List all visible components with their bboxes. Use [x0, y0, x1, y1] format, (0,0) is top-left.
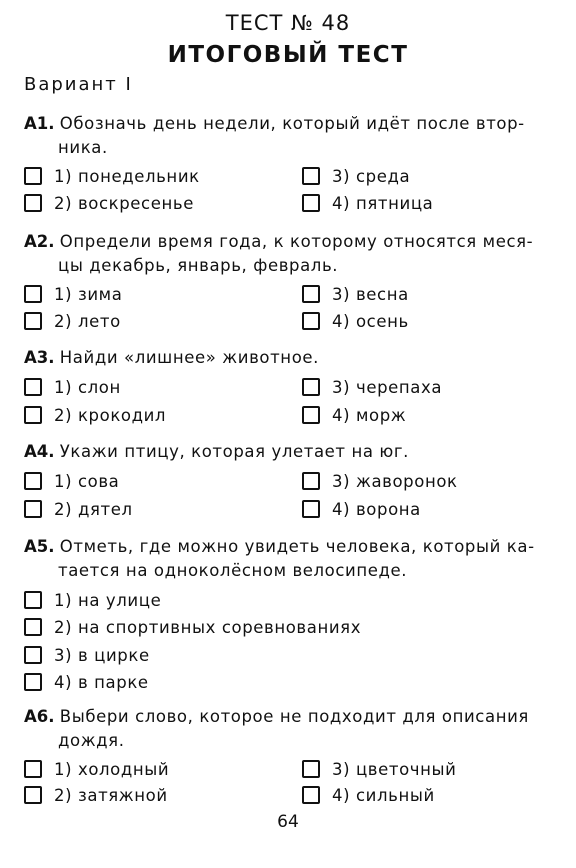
option-label: 3) в цирке	[54, 645, 150, 665]
answer-option-a6-4[interactable]	[302, 783, 435, 807]
answer-option-a5-4[interactable]	[24, 670, 149, 694]
answer-option-a6-3[interactable]	[302, 757, 456, 781]
checkbox[interactable]	[302, 378, 320, 396]
checkbox[interactable]	[24, 618, 42, 636]
option-label: 4) сильный	[332, 785, 435, 805]
option-label: 2) воскресенье	[54, 193, 194, 213]
option-label: 1) зима	[54, 284, 123, 304]
checkbox[interactable]	[24, 760, 42, 778]
checkbox[interactable]	[24, 472, 42, 490]
option-label: 2) лето	[54, 311, 121, 331]
question-number: А3.	[24, 348, 55, 367]
question-a2	[24, 230, 556, 278]
question-text-cont: ника.	[58, 138, 108, 157]
question-text: Найди «лишнее» животное.	[59, 348, 319, 367]
checkbox[interactable]	[302, 760, 320, 778]
question-text: Укажи птицу, которая улетает на юг.	[59, 442, 410, 461]
checkbox[interactable]	[302, 167, 320, 185]
answer-option-a1-4[interactable]	[302, 191, 433, 215]
option-label: 1) понедельник	[54, 166, 200, 186]
question-text: Выбери слово, которое не подходит для описания	[59, 707, 529, 726]
question-text: Обозначь день недели, который идёт после втор-	[59, 114, 525, 133]
checkbox[interactable]	[24, 591, 42, 609]
answer-option-a2-3[interactable]	[302, 282, 409, 306]
answer-option-a2-1[interactable]	[24, 282, 122, 306]
answer-option-a2-2[interactable]	[24, 309, 121, 333]
option-label: 1) на улице	[54, 590, 162, 610]
answer-option-a4-2[interactable]	[24, 497, 133, 521]
checkbox[interactable]	[302, 406, 320, 424]
question-text-cont: дождя.	[58, 731, 125, 750]
checkbox[interactable]	[24, 167, 42, 185]
option-label: 2) на спортивных соревнованиях	[54, 617, 362, 637]
answer-option-a1-1[interactable]	[24, 164, 200, 188]
question-text: Определи время года, к которому относятся меся-	[59, 232, 534, 251]
option-label: 3) среда	[332, 166, 411, 186]
option-label: 1) слон	[54, 377, 121, 397]
checkbox[interactable]	[24, 194, 42, 212]
answer-option-a5-3[interactable]	[24, 643, 150, 667]
answer-option-a5-1[interactable]	[24, 588, 161, 612]
question-text: Отметь, где можно увидеть человека, который ка-	[59, 537, 535, 556]
test-number: ТЕСТ № 48	[225, 11, 351, 35]
answer-option-a3-4[interactable]	[302, 403, 406, 427]
checkbox[interactable]	[24, 312, 42, 330]
checkbox[interactable]	[302, 786, 320, 804]
answer-option-a5-2[interactable]	[24, 615, 361, 639]
question-a1	[24, 112, 556, 160]
option-label: 4) пятница	[332, 193, 434, 213]
answer-option-a4-3[interactable]	[302, 469, 458, 493]
checkbox[interactable]	[302, 194, 320, 212]
option-label: 3) весна	[332, 284, 409, 304]
answer-option-a4-4[interactable]	[302, 497, 421, 521]
option-label: 2) затяжной	[54, 785, 168, 805]
question-a5	[24, 535, 556, 583]
question-number: А4.	[24, 442, 55, 461]
checkbox[interactable]	[24, 786, 42, 804]
question-a6	[24, 705, 556, 753]
question-a3	[24, 346, 556, 370]
option-label: 1) сова	[54, 471, 120, 491]
question-text-cont: тается на одноколёсном велосипеде.	[58, 561, 408, 580]
question-number: А1.	[24, 114, 55, 133]
answer-option-a4-1[interactable]	[24, 469, 119, 493]
checkbox[interactable]	[24, 285, 42, 303]
answer-option-a3-1[interactable]	[24, 375, 121, 399]
checkbox[interactable]	[24, 378, 42, 396]
option-label: 2) дятел	[54, 499, 133, 519]
question-number: А5.	[24, 537, 55, 556]
checkbox[interactable]	[302, 312, 320, 330]
question-number: А2.	[24, 232, 55, 251]
checkbox[interactable]	[302, 472, 320, 490]
option-label: 4) морж	[332, 405, 407, 425]
answer-option-a3-3[interactable]	[302, 375, 442, 399]
checkbox[interactable]	[24, 673, 42, 691]
option-label: 2) крокодил	[54, 405, 167, 425]
answer-option-a3-2[interactable]	[24, 403, 166, 427]
question-number: А6.	[24, 707, 55, 726]
answer-option-a1-2[interactable]	[24, 191, 194, 215]
option-label: 3) цветочный	[332, 759, 457, 779]
checkbox[interactable]	[302, 500, 320, 518]
option-label: 4) ворона	[332, 499, 421, 519]
page-title: ИТОГОВЫЙ ТЕСТ	[167, 42, 409, 68]
checkbox[interactable]	[24, 646, 42, 664]
option-label: 1) холодный	[54, 759, 170, 779]
answer-option-a1-3[interactable]	[302, 164, 410, 188]
answer-option-a6-2[interactable]	[24, 783, 168, 807]
option-label: 3) жаворонок	[332, 471, 458, 491]
question-text-cont: цы декабрь, январь, февраль.	[58, 256, 339, 275]
page-number: 64	[277, 812, 299, 832]
answer-option-a2-4[interactable]	[302, 309, 409, 333]
option-label: 4) в парке	[54, 672, 149, 692]
checkbox[interactable]	[24, 500, 42, 518]
answer-option-a6-1[interactable]	[24, 757, 169, 781]
checkbox[interactable]	[302, 285, 320, 303]
option-label: 3) черепаха	[332, 377, 443, 397]
option-label: 4) осень	[332, 311, 409, 331]
checkbox[interactable]	[24, 406, 42, 424]
variant-label: Вариант I	[24, 74, 133, 95]
question-a4	[24, 440, 556, 464]
